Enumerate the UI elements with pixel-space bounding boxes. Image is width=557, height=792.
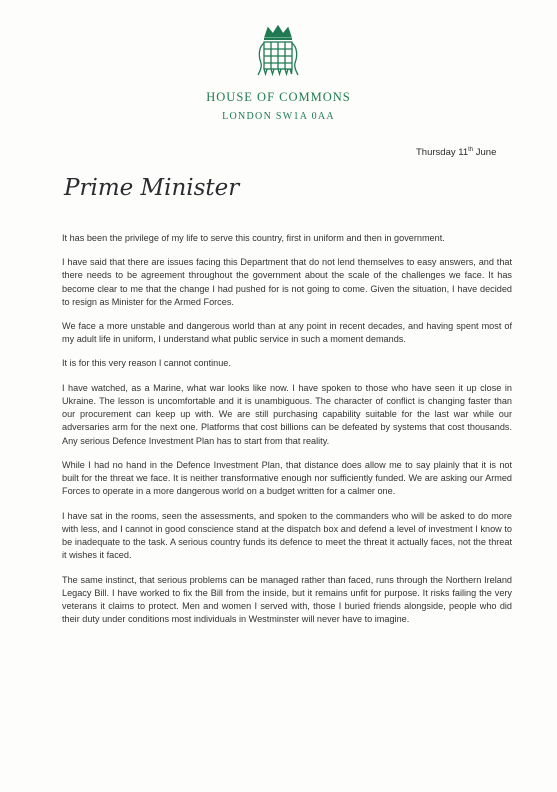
paragraph: It has been the privilege of my life to serve this country, first in uniform and then in government.	[62, 233, 445, 243]
portcullis-crest-icon	[255, 25, 301, 83]
organisation-address: LONDON SW1A 0AA	[222, 111, 335, 122]
paragraph: I have watched, as a Marine, what war looks like now. I have spoken to those who have seen it up close in Ukraine. The lesson is uncomfortable and it is unambiguous. The character of conflict is changing faster than our procurement can keep up with. We are still purchasing capability suitable for the last war while our adversaries arm for the next one. Platforms that cost billions can be defeated by systems that cost thousands. Any serious Defence Investment Plan has to start from that reality.	[62, 382, 512, 446]
paragraph: I have sat in the rooms, seen the assessments, and spoken to the commanders who will be asked to do more with less, and I cannot in good conscience stand at the dispatch box and defend a level of investment I know to be inadequate to the task. A serious country funds its defence to meet the threat it actually faces, not the threat it wishes it faced.	[62, 510, 512, 561]
date-suffix: th	[468, 146, 474, 153]
date-day: Thursday 11	[416, 147, 469, 158]
paragraph: We face a more unstable and dangerous world than at any point in recent decades, and having spent most of my adult life in uniform, I understand what public service in such a moment demands.	[62, 321, 512, 345]
paragraph: I have said that there are issues facing this Department that do not lend themselves to easy answers, and that there needs to be agreement throughout the government about the scale of the challenges we face. It has become clear to me that the change I had pushed for is not going to come. Given the situation, I have decided to resign as Minister for the Armed Forces.	[62, 257, 512, 307]
handwritten-salutation	[64, 163, 240, 213]
letter-body	[62, 232, 512, 638]
letter-date	[416, 147, 496, 158]
paragraph: While I had no hand in the Defence Investment Plan, that distance does allow me to say plainly that it is not built for the threat we face. It is neither transformative enough nor sufficiently funded. We are asking our Armed Forces to operate in a more dangerous world on a budget written for a calmer one.	[62, 459, 512, 497]
paragraph: It is for this very reason I cannot continue.	[62, 358, 231, 369]
organisation-name: HOUSE OF COMMONS	[206, 90, 351, 104]
date-month: June	[473, 147, 497, 158]
paragraph: The same instinct, that serious problems can be managed rather than faced, runs through the Northern Ireland Legacy Bill. I have worked to fix the Bill from the inside, but it remains unfit for purpose. It risks failing the very veterans it claims to protect. Men and women I served with, those I buried friends alongside, people who did their duty under conditions most individuals in Westminster will never have to imagine.	[62, 574, 512, 625]
salutation-text: Prime Minister	[64, 175, 240, 201]
